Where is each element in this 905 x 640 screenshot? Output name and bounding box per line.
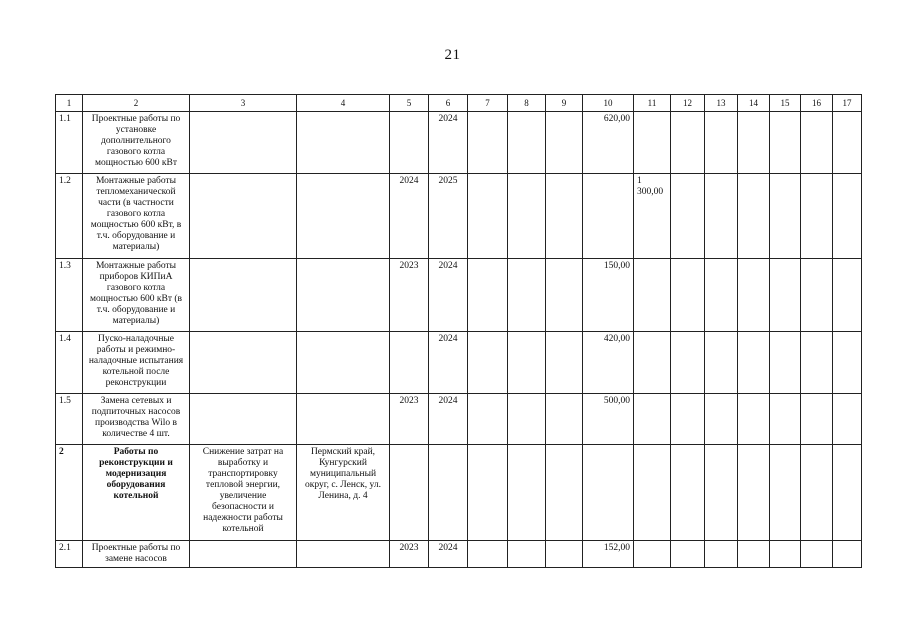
cell-empty xyxy=(770,541,801,568)
cell-empty xyxy=(833,541,862,568)
cell-empty xyxy=(671,332,705,394)
cell-year-end: 2024 xyxy=(429,112,468,174)
cell-empty xyxy=(508,332,546,394)
cell-empty xyxy=(671,112,705,174)
table-row xyxy=(56,259,862,332)
cell-empty xyxy=(671,541,705,568)
cell-empty xyxy=(671,259,705,332)
cell-empty xyxy=(468,394,508,445)
column-header: 16 xyxy=(801,95,833,112)
cell-purpose xyxy=(190,541,297,568)
column-header: 7 xyxy=(468,95,508,112)
cell-empty xyxy=(508,112,546,174)
cell-cost-next xyxy=(634,394,671,445)
cell-cost: 152,00 xyxy=(583,541,634,568)
cell-work-name: Проектные работы по установке дополнительного газового котла мощностью 600 кВт xyxy=(83,112,190,174)
cell-year-start: 2023 xyxy=(390,259,429,332)
cell-empty xyxy=(508,445,546,541)
cell-empty xyxy=(508,541,546,568)
cell-year-end: 2024 xyxy=(429,332,468,394)
cell-number: 1.4 xyxy=(56,332,83,394)
cell-empty xyxy=(738,445,770,541)
cell-purpose xyxy=(190,174,297,259)
cell-cost: 500,00 xyxy=(583,394,634,445)
cell-empty xyxy=(705,259,738,332)
cell-purpose xyxy=(190,332,297,394)
column-header: 6 xyxy=(429,95,468,112)
cell-empty xyxy=(738,394,770,445)
cell-empty xyxy=(770,259,801,332)
cell-empty xyxy=(770,394,801,445)
cell-empty xyxy=(705,174,738,259)
column-header: 17 xyxy=(833,95,862,112)
column-header: 10 xyxy=(583,95,634,112)
cell-empty xyxy=(546,332,583,394)
cell-year-end xyxy=(429,445,468,541)
cell-empty xyxy=(546,394,583,445)
cell-empty xyxy=(801,394,833,445)
cell-empty xyxy=(833,174,862,259)
cell-purpose: Снижение затрат на выработку и транспортировку тепловой энергии, увеличение безопасности и надежности работы котельной xyxy=(190,445,297,541)
cell-empty xyxy=(671,174,705,259)
data-table xyxy=(55,94,862,568)
cell-empty xyxy=(468,259,508,332)
cell-empty xyxy=(546,259,583,332)
cell-cost-next xyxy=(634,332,671,394)
cell-empty xyxy=(801,174,833,259)
table-row-section xyxy=(56,445,862,541)
cell-cost-next xyxy=(634,541,671,568)
table-row xyxy=(56,541,862,568)
cell-location xyxy=(297,394,390,445)
cell-empty xyxy=(705,541,738,568)
cell-purpose xyxy=(190,259,297,332)
cell-empty xyxy=(833,445,862,541)
column-header: 4 xyxy=(297,95,390,112)
cell-empty xyxy=(705,445,738,541)
cell-cost: 420,00 xyxy=(583,332,634,394)
cell-purpose xyxy=(190,112,297,174)
cell-empty xyxy=(801,112,833,174)
cell-empty xyxy=(546,174,583,259)
header-row xyxy=(56,95,862,112)
cell-empty xyxy=(705,394,738,445)
cell-empty xyxy=(705,112,738,174)
cell-empty xyxy=(671,394,705,445)
cell-empty xyxy=(546,445,583,541)
cell-cost xyxy=(583,174,634,259)
cell-empty xyxy=(738,541,770,568)
cell-empty xyxy=(801,445,833,541)
column-header: 11 xyxy=(634,95,671,112)
column-header: 12 xyxy=(671,95,705,112)
cell-empty xyxy=(833,112,862,174)
column-header: 5 xyxy=(390,95,429,112)
column-header: 2 xyxy=(83,95,190,112)
cell-year-start: 2023 xyxy=(390,394,429,445)
cell-year-start xyxy=(390,112,429,174)
cell-empty xyxy=(671,445,705,541)
cell-empty xyxy=(801,332,833,394)
column-header: 13 xyxy=(705,95,738,112)
cell-purpose xyxy=(190,394,297,445)
cell-year-end: 2024 xyxy=(429,259,468,332)
cell-year-start xyxy=(390,445,429,541)
cell-empty xyxy=(738,259,770,332)
column-header: 15 xyxy=(770,95,801,112)
cell-empty xyxy=(468,112,508,174)
cell-work-name: Монтажные работы тепломеханической части (в частности газового котла мощностью 600 кВт, в т.ч. оборудование и материалы) xyxy=(83,174,190,259)
cell-empty xyxy=(546,541,583,568)
cell-year-start: 2024 xyxy=(390,174,429,259)
cell-empty xyxy=(833,332,862,394)
cell-empty xyxy=(833,394,862,445)
cell-number: 1.5 xyxy=(56,394,83,445)
cell-empty xyxy=(468,445,508,541)
cell-work-name: Пуско-наладочные работы и режимно-наладочные испытания котельной после реконструкции xyxy=(83,332,190,394)
cell-cost: 150,00 xyxy=(583,259,634,332)
cell-cost-next xyxy=(634,445,671,541)
column-header: 9 xyxy=(546,95,583,112)
cell-cost xyxy=(583,445,634,541)
cell-location xyxy=(297,112,390,174)
page-number: 21 xyxy=(444,47,461,63)
cell-work-name: Монтажные работы приборов КИПиА газового котла мощностью 600 кВт (в т.ч. оборудование и материалы) xyxy=(83,259,190,332)
cell-number: 1.2 xyxy=(56,174,83,259)
cell-empty xyxy=(770,445,801,541)
cell-empty xyxy=(770,332,801,394)
table-row xyxy=(56,394,862,445)
cell-empty xyxy=(508,394,546,445)
cell-empty xyxy=(738,174,770,259)
cell-empty xyxy=(738,332,770,394)
cell-work-name: Работы по реконструкции и модернизация оборудования котельной xyxy=(83,445,190,541)
cell-empty xyxy=(468,174,508,259)
cell-empty xyxy=(468,332,508,394)
cell-empty xyxy=(801,541,833,568)
cell-location xyxy=(297,174,390,259)
cell-year-end: 2024 xyxy=(429,541,468,568)
cell-location xyxy=(297,332,390,394)
cell-number: 1.3 xyxy=(56,259,83,332)
column-header: 8 xyxy=(508,95,546,112)
cell-location xyxy=(297,259,390,332)
column-header: 3 xyxy=(190,95,297,112)
cell-cost-next xyxy=(634,259,671,332)
cell-empty xyxy=(705,332,738,394)
cell-location xyxy=(297,541,390,568)
cell-empty xyxy=(468,541,508,568)
cell-empty xyxy=(801,259,833,332)
column-header: 14 xyxy=(738,95,770,112)
cell-year-start xyxy=(390,332,429,394)
cell-location: Пермский край, Кунгурский муниципальный округ, с. Ленск, ул. Ленина, д. 4 xyxy=(297,445,390,541)
cell-empty xyxy=(508,259,546,332)
cell-work-name: Замена сетевых и подпиточных насосов производства Wilo в количестве 4 шт. xyxy=(83,394,190,445)
cell-empty xyxy=(833,259,862,332)
cell-year-start: 2023 xyxy=(390,541,429,568)
cell-number: 2 xyxy=(56,445,83,541)
cell-number: 1.1 xyxy=(56,112,83,174)
column-header: 1 xyxy=(56,95,83,112)
table-row xyxy=(56,112,862,174)
cell-cost-next: 1 300,00 xyxy=(634,174,671,259)
cell-empty xyxy=(770,112,801,174)
cell-empty xyxy=(770,174,801,259)
cell-number: 2.1 xyxy=(56,541,83,568)
table-row xyxy=(56,332,862,394)
cell-empty xyxy=(546,112,583,174)
cell-cost: 620,00 xyxy=(583,112,634,174)
cell-cost-next xyxy=(634,112,671,174)
cell-work-name: Проектные работы по замене насосов xyxy=(83,541,190,568)
cell-year-end: 2024 xyxy=(429,394,468,445)
cell-empty xyxy=(738,112,770,174)
cell-empty xyxy=(508,174,546,259)
table-row xyxy=(56,174,862,259)
cell-year-end: 2025 xyxy=(429,174,468,259)
